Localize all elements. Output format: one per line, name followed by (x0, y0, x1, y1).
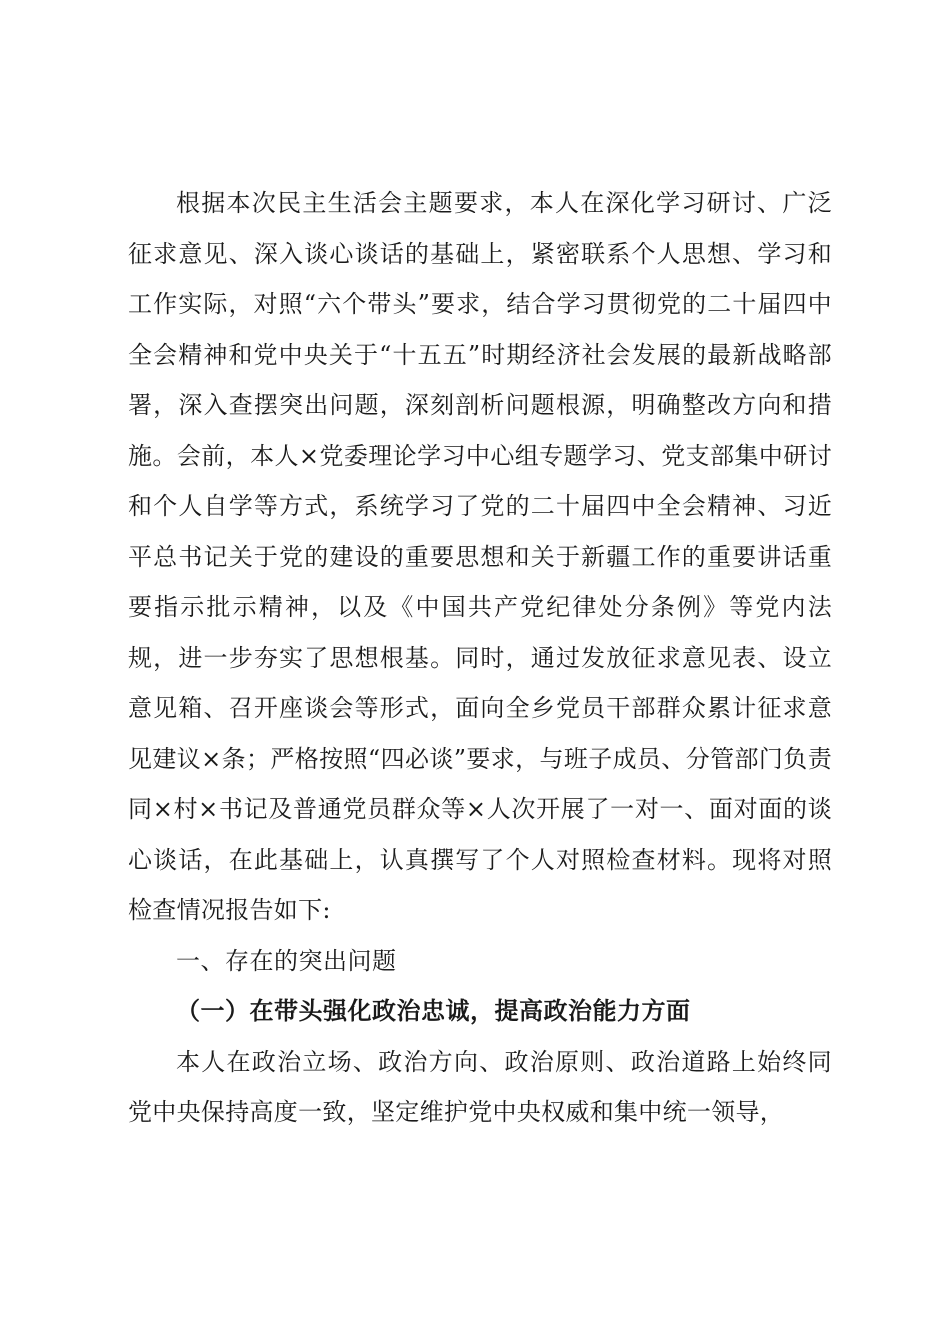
intro-paragraph: 根据本次民主生活会主题要求，本人在深化学习研讨、广泛征求意见、深入谈心谈话的基础上，紧密联系个人思想、学习和工作实际，对照“六个带头”要求，结合学习贯彻党的二十届四中全会精神和党中央关于“十五五”时期经济社会发展的最新战略部署，深入查摆突出问题，深刻剖析问题根源，明确整改方向和措施。会前，本人×党委理论学习中心组专题学习、党支部集中研讨和个人自学等方式，系统学习了党的二十届四中全会精神、习近平总书记关于党的建设的重要思想和关于新疆工作的重要讲话重要指示批示精神，以及《中国共产党纪律处分条例》等党内法规，进一步夯实了思想根基。同时，通过发放征求意见表、设立意见箱、召开座谈会等形式，面向全乡党员干部群众累计征求意见建议×条；严格按照“四必谈”要求，与班子成员、分管部门负责同×村×书记及普通党员群众等×人次开展了一对一、面对面的谈心谈话，在此基础上，认真撰写了个人对照检查材料。现将对照检查情况报告如下: (128, 189, 832, 924)
document-page (128, 178, 832, 1138)
body-paragraph: 本人在政治立场、政治方向、政治原则、政治道路上始终同党中央保持高度一致，坚定维护党中央权威和集中统一领导， (128, 1047, 832, 1126)
section-heading: 一、存在的突出问题 (176, 946, 397, 975)
subsection-heading: （一）在带头强化政治忠诚，提高政治能力方面 (176, 996, 691, 1025)
